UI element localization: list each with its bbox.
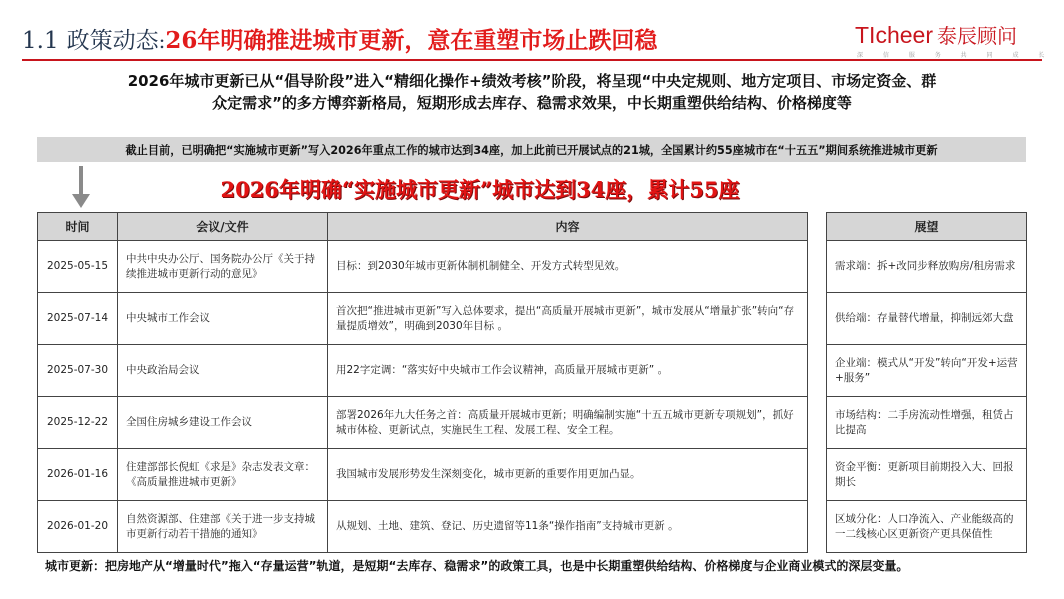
row-meeting: 中央城市工作会议 xyxy=(118,293,328,345)
section-label: 政策动态 xyxy=(66,28,159,54)
logo-tagline: 深 信 服 务 共 同 成 长 xyxy=(857,52,1054,59)
page-title xyxy=(22,22,657,54)
outlook-item: 资金平衡：更新项目前期投入大、回报期长 xyxy=(827,449,1027,501)
table-row xyxy=(38,449,808,501)
section-number: 1.1 xyxy=(22,28,59,54)
headline: 2026年明确“实施城市更新”城市达到34座，累计55座 xyxy=(220,177,740,202)
row-date: 2026-01-16 xyxy=(38,449,118,501)
outlook-table xyxy=(826,212,1027,553)
table-row xyxy=(38,293,808,345)
outlook-header: 展望 xyxy=(827,213,1027,241)
row-content: 首次把“推进城市更新”写入总体要求，提出“高质量开展城市更新”，城市发展从“增量扩张”转向“存量提质增效”，明确到2030年目标 。 xyxy=(328,293,808,345)
table-row xyxy=(38,397,808,449)
policy-table xyxy=(37,212,808,553)
key-fact-bar: 截止目前，已明确把“实施城市更新”写入2026年重点工作的城市达到34座，加上此前已开展试点的21城，全国累计约55座城市在“十五五”期间系统推进城市更新 xyxy=(37,137,1026,162)
outlook-row xyxy=(827,449,1027,501)
outlook-item: 供给端：存量替代增量，抑制远郊大盘 xyxy=(827,293,1027,345)
outlook-header-row xyxy=(827,213,1027,241)
row-date: 2025-05-15 xyxy=(38,241,118,293)
table-row xyxy=(38,501,808,553)
outlook-item: 企业端：模式从“开发”转向“开发+运营+服务” xyxy=(827,345,1027,397)
table-header-row xyxy=(38,213,808,241)
row-meeting: 全国住房城乡建设工作会议 xyxy=(118,397,328,449)
row-date: 2026-01-20 xyxy=(38,501,118,553)
row-content: 部署2026年九大任务之首：高质量开展城市更新；明确编制实施“十五五城市更新专项规划”，抓好城市体检、更新试点，实施民生工程、发展工程、安全工程。 xyxy=(328,397,808,449)
outlook-row xyxy=(827,293,1027,345)
outlook-row xyxy=(827,345,1027,397)
logo-chinese: 泰辰顾问 xyxy=(937,24,1017,48)
summary-line-2: 众定需求”的多方博弈新格局，短期形成去库存、稳需求效果，中长期重塑供给结构、价格梯度等 xyxy=(212,94,852,112)
summary-line-1: 2026年城市更新已从“倡导阶段”进入“精细化操作+绩效考核”阶段，将呈现“中央定规则、地方定项目、市场定资金、群 xyxy=(127,72,937,90)
outlook-item: 市场结构：二手房流动性增强，租赁占比提高 xyxy=(827,397,1027,449)
col-header-content: 内容 xyxy=(328,213,808,241)
row-content: 用22字定调：“落实好中央城市工作会议精神，高质量开展城市更新” 。 xyxy=(328,345,808,397)
outlook-row xyxy=(827,241,1027,293)
table-row xyxy=(38,241,808,293)
row-meeting: 住建部部长倪虹《求是》杂志发表文章：《高质量推进城市更新》 xyxy=(118,449,328,501)
row-meeting: 中央政治局会议 xyxy=(118,345,328,397)
col-header-meeting: 会议/文件 xyxy=(118,213,328,241)
row-date: 2025-07-14 xyxy=(38,293,118,345)
outlook-item: 区域分化：人口净流入、产业能级高的一二线核心区更新资产更具保值性 xyxy=(827,501,1027,553)
footer-conclusion: 城市更新：把房地产从“增量时代”拖入“存量运营”轨道，是短期“去库存、稳需求”的政策工具，也是中长期重塑供给结构、价格梯度与企业商业模式的深层变量。 xyxy=(45,559,909,573)
title-colon: : xyxy=(158,29,166,53)
row-content: 我国城市发展形势发生深刻变化，城市更新的重要作用更加凸显。 xyxy=(328,449,808,501)
row-content: 从规划、土地、建筑、登记、历史遗留等11条“操作指南”支持城市更新 。 xyxy=(328,501,808,553)
row-meeting: 中共中央办公厅、国务院办公厅《关于持续推进城市更新行动的意见》 xyxy=(118,241,328,293)
outlook-item: 需求端：拆+改同步释放购房/租房需求 xyxy=(827,241,1027,293)
row-date: 2025-12-22 xyxy=(38,397,118,449)
title-main: 26年明确推进城市更新，意在重塑市场止跌回稳 xyxy=(165,27,658,54)
title-divider xyxy=(22,59,1042,61)
row-date: 2025-07-30 xyxy=(38,345,118,397)
row-meeting: 自然资源部、住建部《关于进一步支持城市更新行动若干措施的通知》 xyxy=(118,501,328,553)
company-logo xyxy=(855,20,1054,59)
logo-ti: TI xyxy=(855,22,876,48)
outlook-row xyxy=(827,397,1027,449)
col-header-date: 时间 xyxy=(38,213,118,241)
table-row xyxy=(38,345,808,397)
summary-text xyxy=(30,70,1034,114)
logo-cheer: cheer xyxy=(875,22,933,48)
down-arrow-icon xyxy=(72,166,90,208)
row-content: 目标：到2030年城市更新体制机制健全、开发方式转型见效。 xyxy=(328,241,808,293)
outlook-row xyxy=(827,501,1027,553)
